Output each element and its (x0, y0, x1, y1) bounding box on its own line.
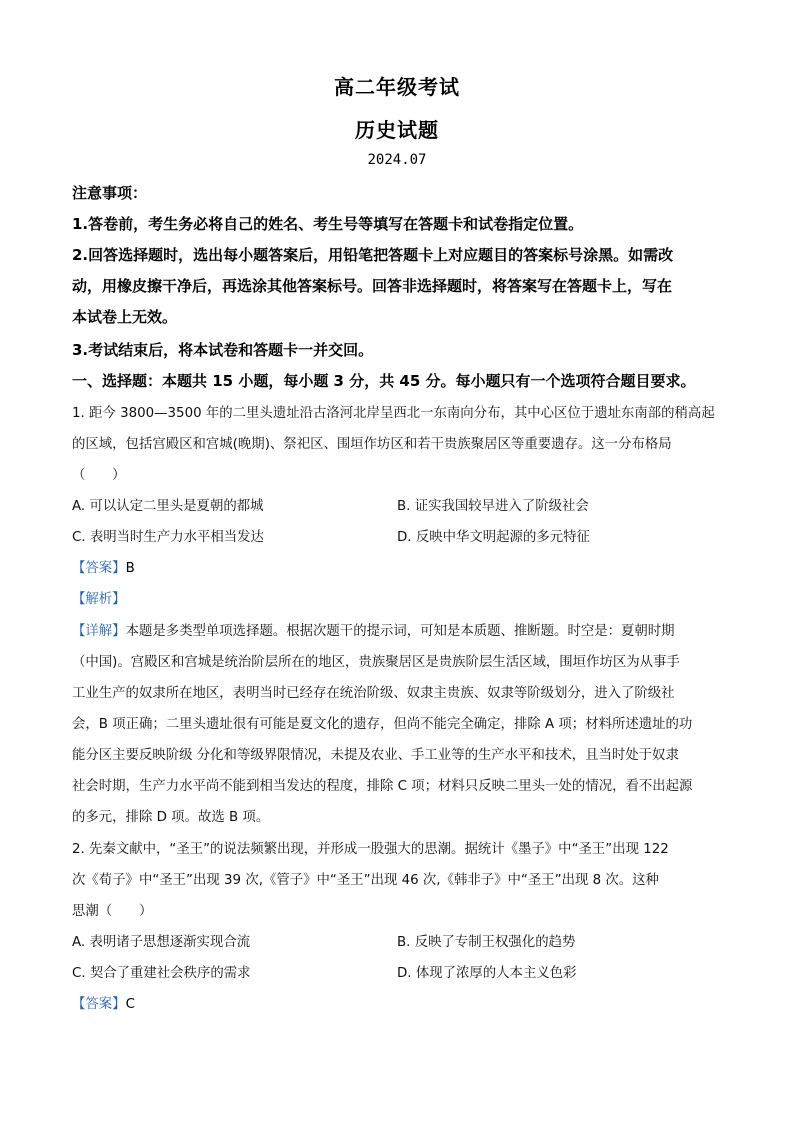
q2-option-d: D. 体现了浓厚的人本主义色彩 (397, 966, 577, 981)
notice-heading: 注意事项： (72, 184, 148, 202)
notice-item-2-line-2: 动，用橡皮擦干净后，再选涂其他答案标号。回答非选择题时，将答案写在答题卡上，写在 (72, 277, 673, 295)
q1-option-a: A. 可以认定二里头是夏朝的都城 (72, 499, 264, 514)
section-heading: 一、选择题：本题共 15 小题，每小题 3 分，共 45 分。每小题只有一个选项符合题目要求。 (72, 372, 696, 390)
answer-tag: 【答案】 (72, 561, 126, 576)
answer-value: C (125, 997, 135, 1012)
exam-date: 2024.07 (367, 152, 427, 168)
q2-stem-line-3: 思潮（ ） (72, 904, 153, 919)
notice-item-2-line-3: 本试卷上无效。 (72, 308, 178, 326)
q2-option-c: C. 契合了重建社会秩序的需求 (72, 966, 251, 981)
q1-detail-line-5: 能分区主要反映阶级 分化和等级界限情况，未提及农业、手工业等的生产水平和技术，且当时处于奴隶 (72, 748, 679, 763)
q2-option-a: A. 表明诸子思想逐渐实现合流 (72, 935, 251, 950)
notice-item-2-line-1: 2.回答选择题时，选出每小题答案后，用铅笔把答题卡上对应题目的答案标号涂黑。如需改 (72, 246, 674, 264)
q1-analysis (72, 588, 724, 607)
q2-stem-line-2: 次《荀子》中“圣王”出现 39 次,《管子》中“圣王”出现 46 次,《韩非子》中“圣王”出现 8 次。这种 (72, 873, 659, 888)
q1-detail-line-3: 工业生产的奴隶所在地区，表明当时已经存在统治阶级、奴隶主贵族、奴隶等阶级划分，进入了阶级社 (72, 686, 675, 701)
q1-stem-line-2: 的区域，包括宫殿区和宫城(晚期)、祭祀区、围垣作坊区和若干贵族聚居区等重要遗存。这一分布格局 (72, 437, 672, 452)
q1-detail-line-2: （中国)。宫殿区和宫城是统治阶层所在的地区，贵族聚居区是贵族阶层生活区域，围垣作坊区为从事手 (72, 655, 680, 670)
exam-title: 高二年级考试 (334, 75, 460, 99)
notice-item-3: 3.考试结束后，将本试卷和答题卡一并交回。 (72, 341, 374, 359)
exam-subject: 历史试题 (355, 118, 439, 142)
notice-item-1: 1.答卷前，考生务必将自己的姓名、考生号等填写在答题卡和试卷指定位置。 (72, 215, 584, 233)
q1-detail-line-6: 社会时期，生产力水平尚不能到相当发达的程度，排除 C 项；材料只反映二里头一处的情况，看不出起源 (72, 779, 693, 794)
analysis-tag: 【解析】 (72, 592, 126, 607)
q2-answer (72, 993, 724, 1012)
detail-tag: 【详解】 (72, 624, 126, 639)
q2-stem-line-1: 2. 先秦文献中，“圣王”的说法频繁出现，并形成一股强大的思潮。据统计《墨子》中“圣王”出现 122 (72, 842, 669, 857)
q1-answer (72, 557, 724, 576)
q1-option-c: C. 表明当时生产力水平相当发达 (72, 530, 264, 545)
q1-detail-line-4: 会，B 项正确；二里头遗址很有可能是夏文化的遗存，但尚不能完全确定，排除 A 项；材料所述遗址的功 (72, 717, 693, 732)
answer-tag: 【答案】 (72, 997, 126, 1012)
q1-stem-line-3: （ ） (72, 468, 126, 483)
q1-option-b: B. 证实我国较早进入了阶级社会 (397, 499, 589, 514)
answer-value: B (125, 561, 135, 576)
q2-option-b: B. 反映了专制王权强化的趋势 (397, 935, 576, 950)
q1-detail-line-7: 的多元，排除 D 项。故选 B 项。 (72, 810, 270, 825)
q1-option-d: D. 反映中华文明起源的多元特征 (397, 530, 590, 545)
q1-detail-line-1: 【详解】本题是多类型单项选择题。根据次题干的提示词，可知是本质题、推断题。时空是：夏朝时期 (72, 624, 675, 639)
q1-stem-line-1: 1. 距今 3800—3500 年的二里头遗址沿古洛河北岸呈西北一东南向分布，其中心区位于遗址东南部的稍高起 (72, 406, 715, 421)
